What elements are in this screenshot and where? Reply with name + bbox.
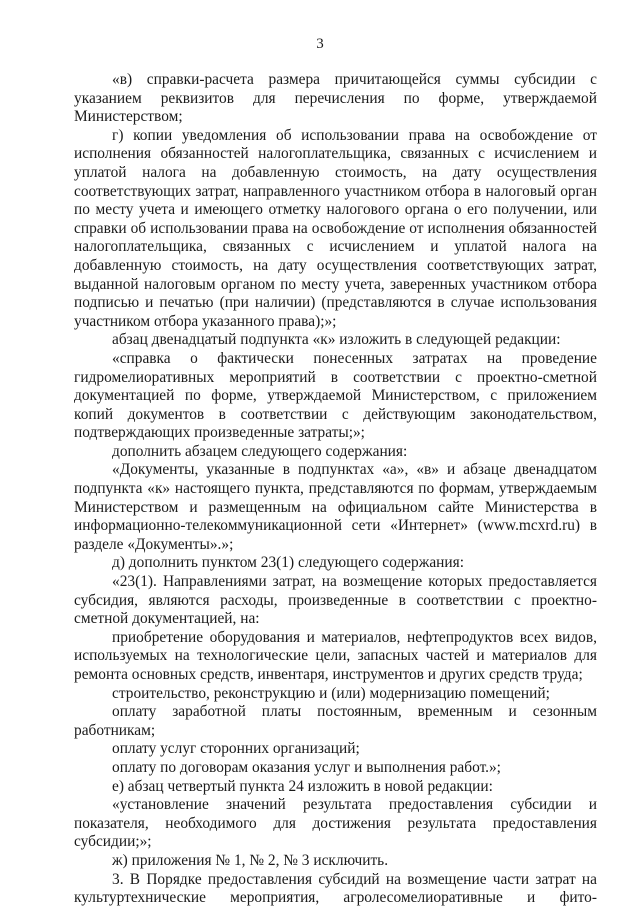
paragraph-e-punkt-24: е) абзац четвертый пункта 24 изложить в новой редакции: <box>112 777 493 795</box>
paragraph-23-1-napravleniya: «23(1). Направлениями затрат, на возмещение которых предоставляется субсидия, являются расходы, произведенные в соответствии с проектно-сметной документацией, на: <box>74 573 597 628</box>
paragraph-abzac-k: абзац двенадцатый подпункта «к» изложить в следующей редакции: <box>112 331 561 349</box>
page-number: 3 <box>316 36 324 52</box>
paragraph-ustanovlenie: «установление значений результата предоставления субсидии и показателя, необходимого для достижения результата предоставления субсидии;»; <box>74 796 597 851</box>
paragraph-g-kopii: г) копии уведомления об использовании права на освобождение от исполнения обязанностей налогоплательщика, связанных с исчислением и уплатой налога на добавленную стоимость, на дату осуществления соответствующих затрат, направленного участником отбора в налоговый орган по месту учета и имеющего отметку налогового органа о его получении, или справки об использовании права на освобождение от исполнения обязанностей налогоплательщика, связанных с исчислением и уплатой налога на добавленную стоимость, на дату осуществления соответствующих затрат, выданной налоговым органом по месту учета, заверенных участником отбора подписью и печатью (при наличии) (представляются в случае использования участником отбора указанного права);»; <box>74 126 597 330</box>
paragraph-oplata-dogovorov: оплату по договорам оказания услуг и выполнения работ.»; <box>112 758 501 776</box>
paragraph-oplata-uslug: оплату услуг сторонних организаций; <box>112 740 360 758</box>
paragraph-d-punkt-23-1: д) дополнить пунктом 23(1) следующего содержания: <box>112 554 464 572</box>
paragraph-spravka-zatraty: «справка о фактически понесенных затратах на проведение гидромелиоративных мероприятий в соответствии с проектно-сметной документацией по форме, утверждаемой Министерством, с приложением копий документов в соответствии с действующим законодательством, подтверждающих произведенные затраты;»; <box>74 349 597 442</box>
paragraph-dokumenty: «Документы, указанные в подпунктах «а», «в» и абзаце двенадцатом подпункта «к» настоящего пункта, представляются по формам, утверждаемым Министерством и размещенным на официальном сайте Министерства в информационно-телекоммуникационной сети «Интернет» (www.mcxrd.ru) в разделе «Документы».»; <box>74 461 597 553</box>
document-body <box>74 71 597 908</box>
paragraph-stroitelstvo: строительство, реконструкцию и (или) модернизацию помещений; <box>112 684 550 702</box>
paragraph-3-poryadok: 3. В Порядке предоставления субсидий на возмещение части затрат на культуртехнические мероприятия, агролесомелиоративные и фито- <box>74 870 597 907</box>
paragraph-priobretenie: приобретение оборудования и материалов, нефтепродуктов всех видов, используемых на технологические цели, запасных частей и материалов для ремонта основных средств, инвентаря, инструментов и других средств труда; <box>74 628 597 683</box>
paragraph-v-spravki: «в) справки-расчета размера причитающейся суммы субсидии с указанием реквизитов для перечисления по форме, утверждаемой Министерством; <box>74 71 597 126</box>
paragraph-zh-prilozheniya: ж) приложения № 1, № 2, № 3 исключить. <box>112 851 389 869</box>
paragraph-dopolnit-abzacem: дополнить абзацем следующего содержания: <box>112 442 408 460</box>
paragraph-oplata-zarplaty: оплату заработной платы постоянным, временным и сезонным работникам; <box>74 703 597 739</box>
